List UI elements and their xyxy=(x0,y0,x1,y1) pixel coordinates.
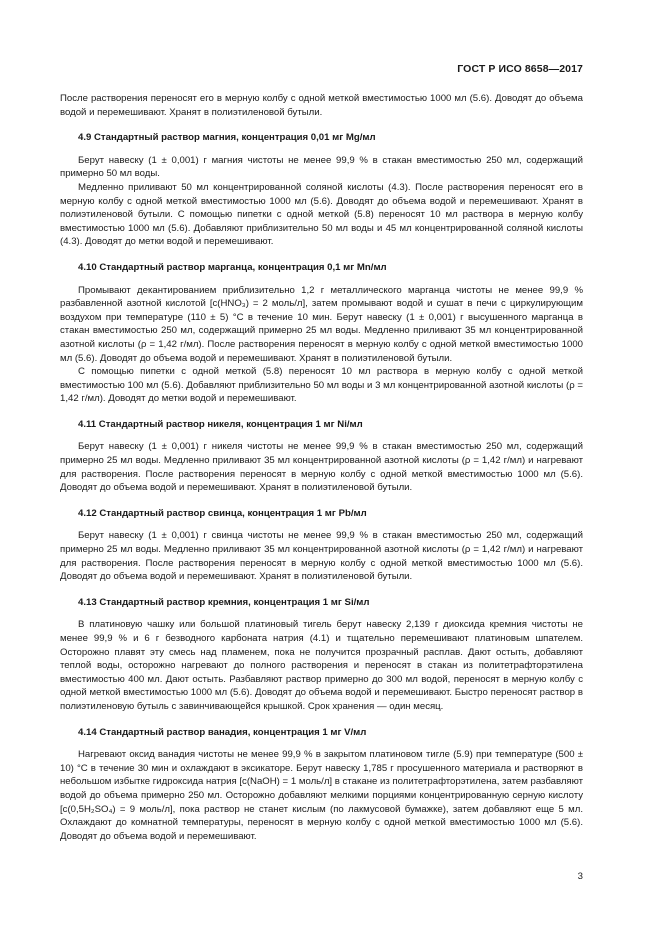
paragraph: Промывают декантированием приблизительно 1,2 г металлического марганца чистоты не менее 99,9 % разбавленной азотной кислотой [c(HNO₃) = 2 моль/л], затем промывают водой и сушат в печи с циркулирующим воздухом при температуре (110 ± 5) °С в течение 10 мин. Берут навеску (1 ± 0,001) г высушенного марганца в стакан вместимостью 250 мл, содержащий примерно 25 мл воды. Медленно приливают 35 мл концентрированной азотной кислоты (ρ = 1,42 г/мл). После растворения переносят в мерную колбу с одной меткой вместимостью 1000 мл (5.6). Доводят до объема водой и перемешивают. Хранят в полиэтиленовой бутыли. xyxy=(60,284,583,364)
paragraph: В платиновую чашку или большой платиновый тигель берут навеску 2,139 г диоксида кремния чистоты не менее 99,9 % и 6 г безводного карбоната натрия (4.1) и тщательно перемешивают платиновым шпателем. Осторожно плавят эту смесь над пламенем, пока не получится прозрачный расплав. Дают остыть, добавляют теплой воды, осторожно нагревают до полного растворения и переносят в стакан из политетрафторэтилена вместимостью 400 мл. Дают остыть. Разбавляют раствор примерно до 300 мл водой, переносят в мерную колбу с одной меткой вместимостью 1000 мл (5.6). Доводят до объема водой и перемешивают. Быстро переносят раствор в полиэтиленовую бутыль с завинчивающейся крышкой. Срок хранения — один месяц. xyxy=(60,619,583,712)
paragraph: Берут навеску (1 ± 0,001) г свинца чистоты не менее 99,9 % в стакан вместимостью 250 мл, содержащий примерно 25 мл воды. Медленно приливают 35 мл концентрированной азотной кислоты (ρ = 1,42 г/мл) и нагревают для растворения. После растворения переносят в мерную колбу с одной меткой вместимостью 1000 мл (5.6). Доводят до объема водой и перемешивают. Хранят в полиэтиленовой бутыли. xyxy=(60,530,583,583)
section-heading-silicon: 4.13 Стандартный раствор кремния, концентрация 1 мг Si/мл xyxy=(78,596,370,608)
section-heading-lead: 4.12 Стандартный раствор свинца, концентрация 1 мг Pb/мл xyxy=(78,507,367,519)
document-header: ГОСТ Р ИСО 8658—2017 xyxy=(457,63,583,75)
section-heading-nickel: 4.11 Стандартный раствор никеля, концентрация 1 мг Ni/мл xyxy=(78,418,363,430)
paragraph: С помощью пипетки с одной меткой (5.8) переносят 10 мл раствора в мерную колбу с одной меткой вместимостью 100 мл (5.6). Добавляют приблизительно 50 мл воды и 3 мл концентрированной азотной кислоты (ρ = 1,42 г/мл). Доводят до метки водой и перемешивают. xyxy=(60,366,583,405)
document-body xyxy=(60,92,583,843)
paragraph: Медленно приливают 50 мл концентрированной соляной кислоты (4.3). После растворения переносят его в мерную колбу с одной меткой вместимостью 1000 мл (5.6). Доводят до объема водой и перемешивают. Хранят в полиэтиленовой бутыли. С помощью пипетки с одной меткой (5.8) переносят 10 мл раствора в мерную колбу вместимостью 1000 мл (5.6). Добавляют приблизительно 50 мл воды и 45 мл концентрированной соляной кислоты (4.3). Доводят до метки водой и перемешивают. xyxy=(60,181,583,248)
section-heading-magnesium: 4.9 Стандартный раствор магния, концентрация 0,01 мг Mg/мл xyxy=(78,132,376,144)
paragraph: Берут навеску (1 ± 0,001) г никеля чистоты не менее 99,9 % в стакан вместимостью 250 мл, содержащий примерно 25 мл воды. Медленно приливают 35 мл концентрированной азотной кислоты (ρ = 1,42 г/мл) и нагревают для растворения. После растворения переносят в мерную колбу с одной меткой вместимостью 1000 мл (5.6). Доводят до объема водой и перемешивают. Хранят в полиэтиленовой бутыли. xyxy=(60,441,583,494)
page-number: 3 xyxy=(577,871,583,882)
section-heading-vanadium: 4.14 Стандартный раствор ванадия, концентрация 1 мг V/мл xyxy=(78,726,367,738)
paragraph: Нагревают оксид ванадия чистоты не менее 99,9 % в закрытом платиновом тигле (5.9) при температуре (500 ± 10) °С в течение 30 мин и охлаждают в эксикаторе. Берут навеску 1,785 г просушенного материала и растворяют в небольшом избытке гидроксида натрия [c(NaOH) = 1 моль/л] в стакане из политетрафторэтилена, затем разбавляют водой до объема примерно 250 мл. Осторожно добавляют мелкими порциями концентрированную серную кислоту [c(0,5H₂SO₄) = 9 моль/л], пока раствор не станет кислым (по лакмусовой бумажке), затем добавляют еще 5 мл. Охлаждают до комнатной температуры, переносят в мерную колбу с одной меткой вместимостью 1000 мл (5.6). Доводят до объема водой и перемешивают. xyxy=(60,749,583,842)
intro-paragraph: После растворения переносят его в мерную колбу с одной меткой вместимостью 1000 мл (5.6). Доводят до объема водой и перемешивают. Хранят в полиэтиленовой бутыли. xyxy=(60,93,583,118)
paragraph: Берут навеску (1 ± 0,001) г магния чистоты не менее 99,9 % в стакан вместимостью 250 мл, содержащий примерно 50 мл воды. xyxy=(60,154,583,180)
section-heading-manganese: 4.10 Стандартный раствор марганца, концентрация 0,1 мг Mn/мл xyxy=(78,261,387,273)
